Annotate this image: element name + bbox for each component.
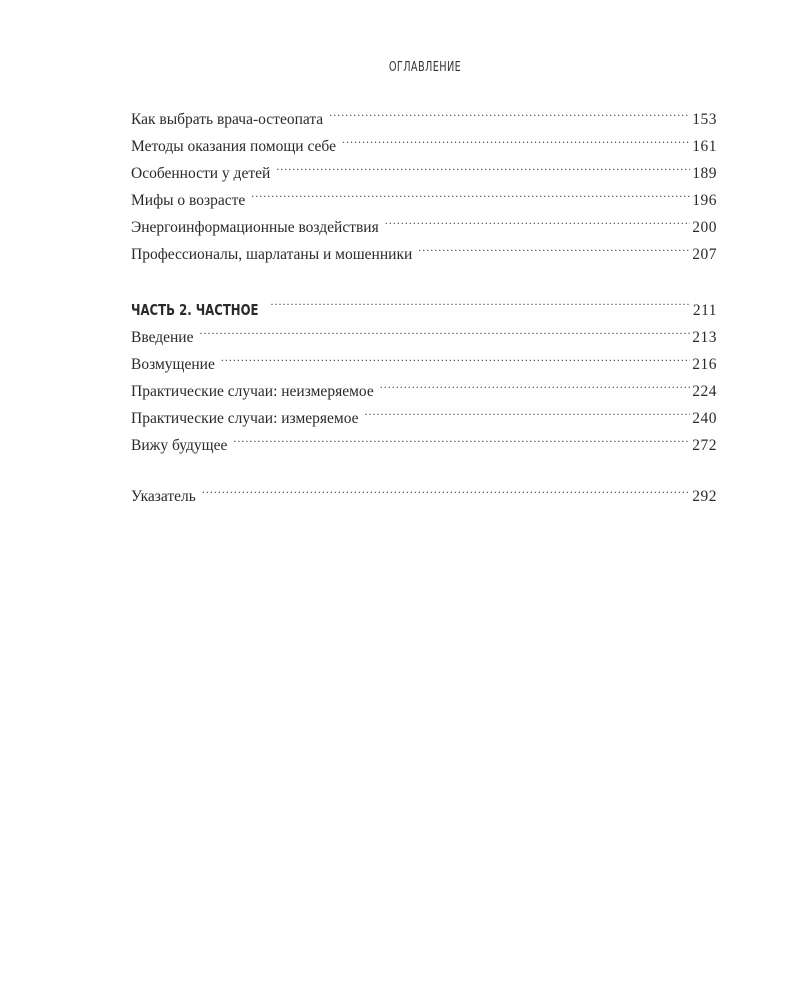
toc-entry-page: 272 [692, 437, 717, 454]
toc-entry-page: 189 [692, 165, 717, 182]
toc-entry-title: Введение [131, 329, 194, 346]
toc-entry-title: Практические случаи: неизмеряемое [131, 383, 374, 400]
toc-entry-title: Возмущение [131, 356, 215, 373]
toc-heading: ОГЛАВЛЕНИЕ [388, 60, 462, 75]
toc-entry-title: Практические случаи: измеряемое [131, 410, 359, 427]
dot-leader [233, 423, 690, 450]
dot-leader [342, 124, 690, 151]
toc-entry-page: 153 [692, 111, 717, 128]
toc-entry-title: Энергоинформационные воздействия [131, 219, 379, 236]
toc-entry[interactable] [131, 97, 717, 128]
toc-entry-title: Методы оказания помощи себе [131, 138, 336, 155]
dot-leader [251, 178, 690, 205]
toc-entry-index[interactable] [131, 474, 717, 505]
table-of-contents [131, 97, 717, 505]
dot-leader [365, 396, 691, 423]
dot-leader [385, 205, 691, 232]
toc-entry-page: 216 [692, 356, 717, 373]
toc-entry-page: 196 [692, 192, 717, 209]
toc-entry-page: 161 [692, 138, 717, 155]
toc-entry[interactable] [131, 315, 717, 346]
toc-entry-page: 207 [692, 246, 717, 263]
toc-entry-title: Мифы о возрасте [131, 192, 246, 209]
toc-entry-title: Вижу будущее [131, 437, 228, 454]
toc-entry-page: 200 [692, 219, 717, 236]
toc-entry-title: Особенности у детей [131, 165, 271, 182]
part-title: ЧАСТЬ 2. ЧАСТНОЕ [131, 301, 259, 319]
toc-entry-title: Как выбрать врача-остеопата [131, 111, 324, 128]
dot-leader [329, 97, 690, 124]
toc-entry-page: 240 [692, 410, 717, 427]
dot-leader [418, 232, 690, 259]
toc-entry-page: 213 [692, 329, 717, 346]
dot-leader [380, 369, 691, 396]
dot-leader [276, 151, 690, 178]
toc-entry[interactable] [131, 342, 717, 373]
part-page: 211 [692, 302, 717, 319]
toc-entry-title: Профессионалы, шарлатаны и мошенники [131, 246, 413, 263]
dot-leader [202, 474, 690, 501]
dot-leader [271, 285, 691, 315]
toc-part-heading[interactable] [131, 285, 717, 319]
dot-leader [199, 315, 690, 342]
toc-entry-title: Указатель [131, 488, 196, 505]
toc-entry-page: 224 [692, 383, 717, 400]
toc-entry-page: 292 [692, 488, 717, 505]
dot-leader [221, 342, 690, 369]
